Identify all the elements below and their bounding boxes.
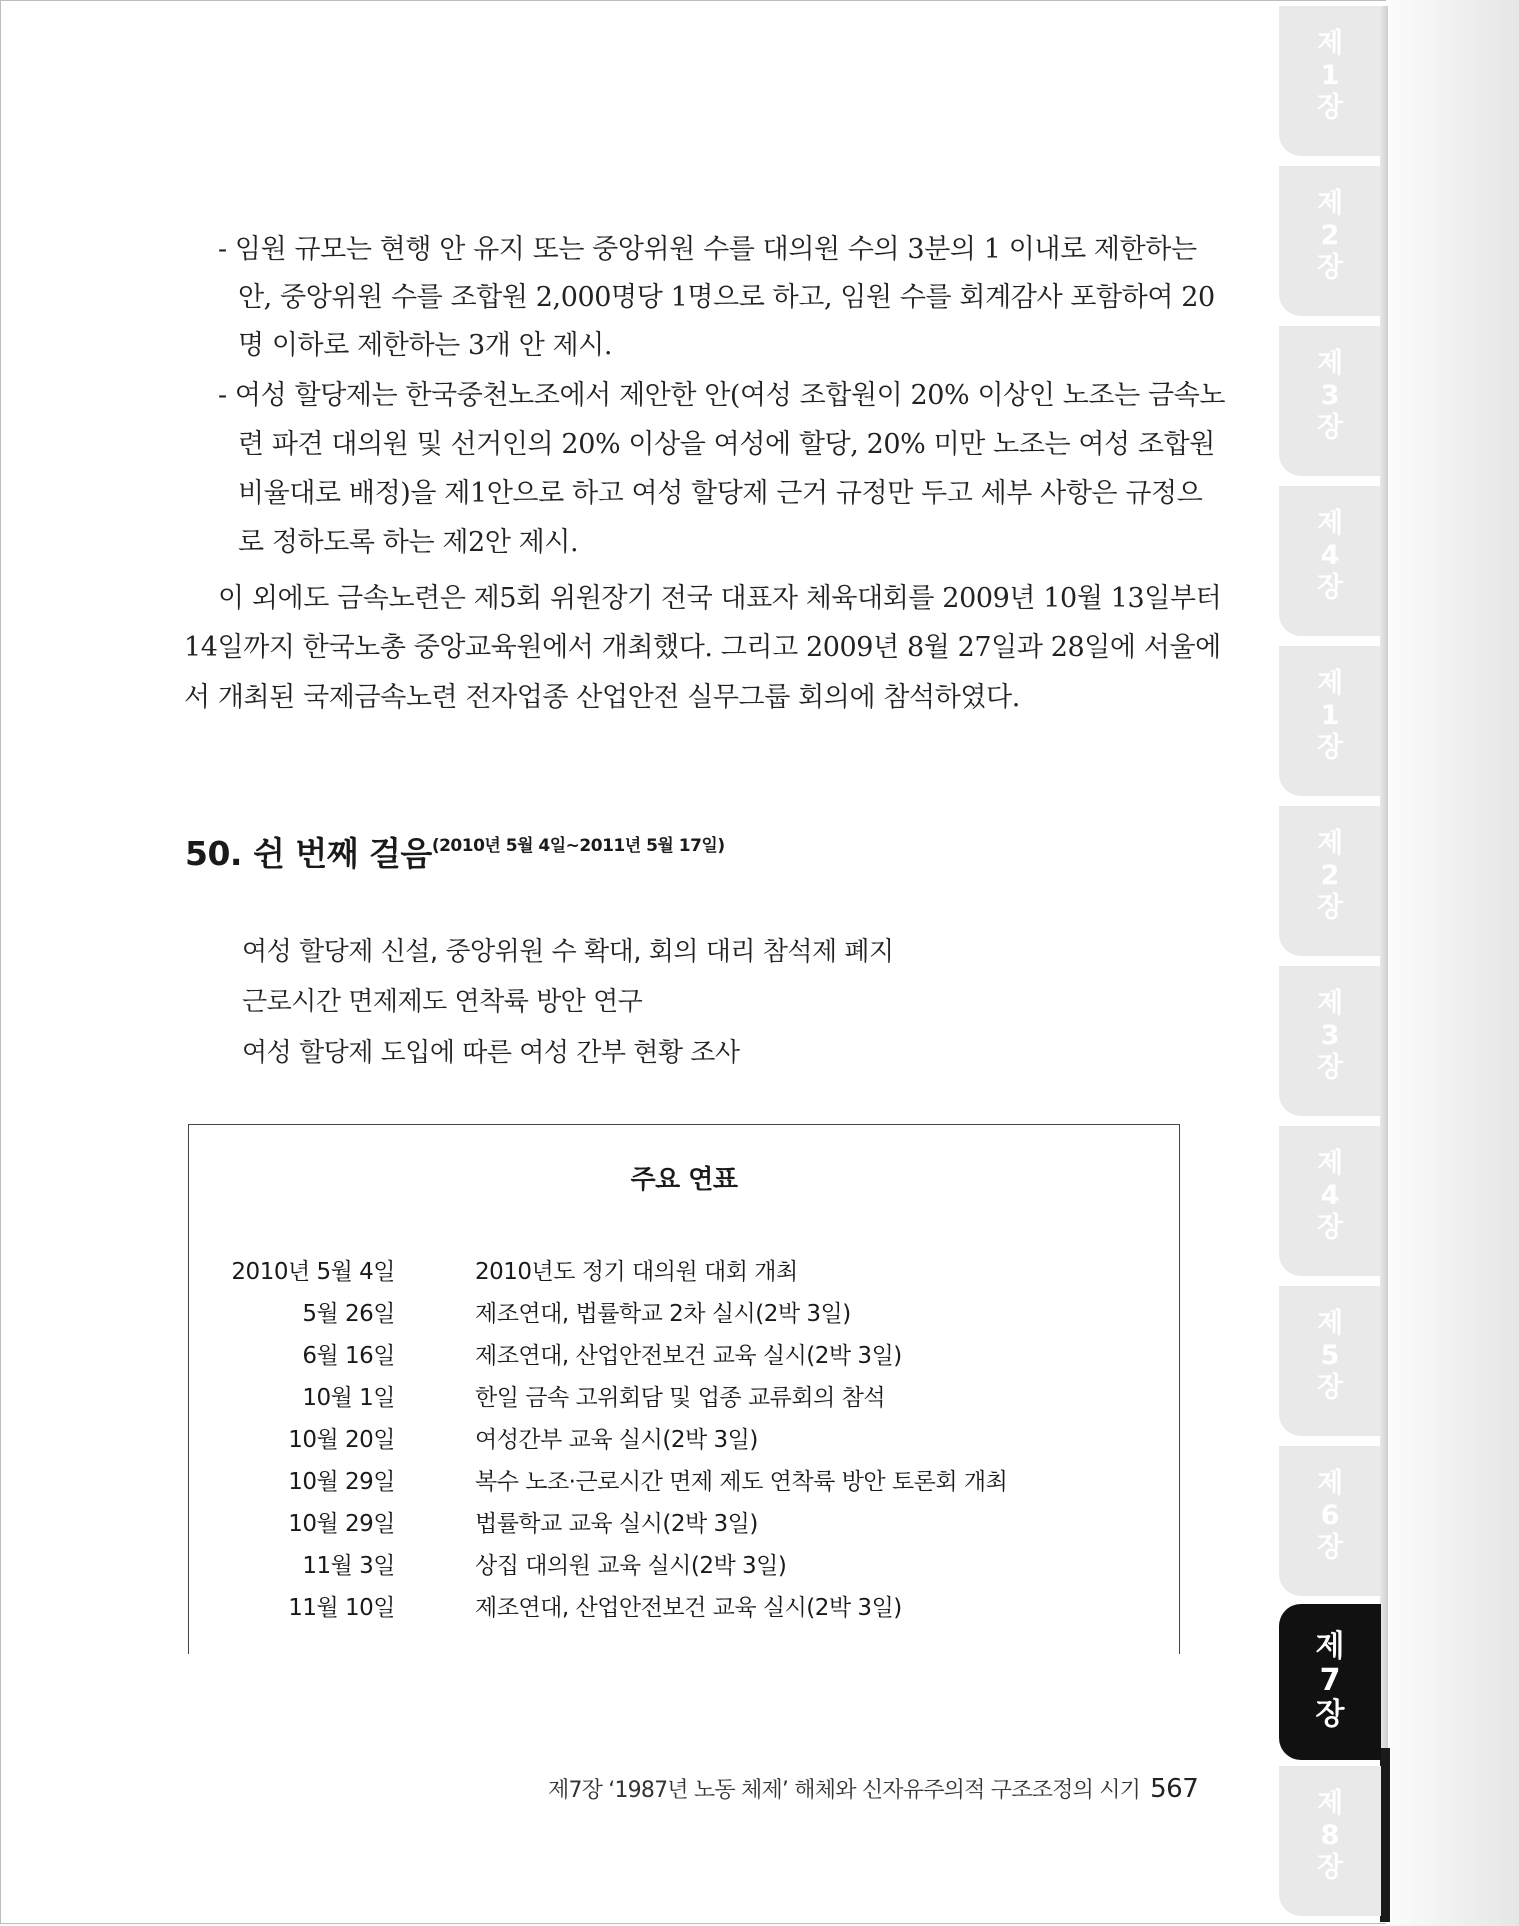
chronology-date: 11월 3일: [302, 1553, 395, 1579]
tab-char: 제: [1316, 988, 1344, 1019]
body-line: 로 정하도록 하는 제2안 제시.: [238, 527, 579, 558]
chronology-event: 제조연대, 산업안전보건 교육 실시(2박 3일): [475, 1595, 902, 1621]
chronology-date: 5월 26일: [302, 1301, 395, 1327]
page-number: 567: [1150, 1774, 1199, 1804]
body-line: 14일까지 한국노총 중앙교육원에서 개최했다. 그리고 2009년 8월 27일과 28일에 서울에: [184, 632, 1221, 663]
tab-char: 제: [1315, 1629, 1345, 1664]
tab-char: 제: [1316, 1148, 1344, 1179]
chronology-event: 법률학교 교육 실시(2박 3일): [475, 1511, 758, 1537]
body-line: - 임원 규모는 현행 안 유지 또는 중앙위원 수를 대의원 수의 3분의 1 이내로 제한하는: [218, 234, 1197, 265]
summary-line: 여성 할당제 도입에 따른 여성 간부 현황 조사: [242, 1038, 740, 1068]
tab-char: 장: [1316, 412, 1344, 443]
chapter-tab[interactable]: [1279, 166, 1381, 316]
body-line: 련 파견 대의원 및 선거인의 20% 이상을 여성에 할당, 20% 미만 노조는 여성 조합원: [238, 429, 1215, 460]
chronology-event: 여성간부 교육 실시(2박 3일): [475, 1427, 758, 1453]
body-line: 비율대로 배정)을 제1안으로 하고 여성 할당제 근거 규정만 두고 세부 사항은 규정으: [238, 478, 1203, 509]
tab-number: 4: [1320, 1180, 1340, 1211]
chronology-row: [189, 1337, 1179, 1377]
chronology-row: [189, 1253, 1179, 1293]
body-line: 안, 중앙위원 수를 조합원 2,000명당 1명으로 하고, 임원 수를 회계감사 포함하여 20: [238, 282, 1215, 313]
tab-char: 장: [1316, 1212, 1344, 1243]
tab-number: 8: [1320, 1820, 1340, 1851]
chapter-tab-active[interactable]: [1279, 1604, 1381, 1760]
chronology-row: [189, 1379, 1179, 1419]
tab-char: 장: [1316, 1052, 1344, 1083]
tab-char: 제: [1316, 1308, 1344, 1339]
body-line: - 여성 할당제는 한국중천노조에서 제안한 안(여성 조합원이 20% 이상인 노조는 금속노: [218, 380, 1225, 411]
chronology-date: 10월 29일: [288, 1511, 395, 1537]
section-title: 50. 쉰 번째 걸음: [185, 834, 432, 873]
summary-line: 근로시간 면제제도 연착륙 방안 연구: [242, 987, 643, 1017]
chronology-row: [189, 1421, 1179, 1461]
chapter-tab[interactable]: [1279, 486, 1381, 636]
tab-number: 2: [1320, 220, 1340, 251]
section-heading: [185, 828, 725, 875]
chronology-event: 상집 대의원 교육 실시(2박 3일): [475, 1553, 787, 1579]
tab-char: 제: [1316, 348, 1344, 379]
chapter-tab[interactable]: [1279, 326, 1381, 476]
body-line: 이 외에도 금속노련은 제5회 위원장기 전국 대표자 체육대회를 2009년 10월 13일부터: [218, 583, 1222, 614]
chronology-date: 10월 1일: [302, 1385, 395, 1411]
chronology-event: 제조연대, 법률학교 2차 실시(2박 3일): [475, 1301, 851, 1327]
tab-char: 장: [1315, 1697, 1345, 1732]
chronology-row: [189, 1295, 1179, 1335]
page-stack-edge-marker: [1380, 1748, 1390, 1922]
body-line: 명 이하로 제한하는 3개 안 제시.: [238, 330, 613, 361]
tab-char: 제: [1316, 28, 1344, 59]
tab-number: 2: [1320, 860, 1340, 891]
tab-char: 장: [1316, 892, 1344, 923]
tab-char: 제: [1316, 828, 1344, 859]
chronology-title: 주요 연표: [630, 1165, 738, 1195]
chapter-tab[interactable]: [1279, 966, 1381, 1116]
tab-number: 3: [1320, 1020, 1340, 1051]
chapter-tab[interactable]: [1279, 1446, 1381, 1596]
tab-number: 5: [1320, 1340, 1340, 1371]
tab-number: 7: [1319, 1663, 1341, 1698]
tab-char: 장: [1316, 1372, 1344, 1403]
chronology-event: 2010년도 정기 대의원 대회 개최: [475, 1259, 798, 1285]
section-date-range: (2010년 5월 4일~2011년 5월 17일): [431, 836, 725, 856]
body-line: 서 개최된 국제금속노련 전자업종 산업안전 실무그룹 회의에 참석하였다.: [184, 682, 1020, 713]
tab-number: 1: [1320, 700, 1340, 731]
chronology-event: 한일 금속 고위회담 및 업종 교류회의 참석: [475, 1385, 886, 1411]
chronology-date: 6월 16일: [302, 1343, 395, 1369]
running-title: 제7장 ‘1987년 노동 체제’ 해체와 신자유주의적 구조조정의 시기: [548, 1778, 1141, 1803]
tab-char: 장: [1316, 92, 1344, 123]
chronology-date: 2010년 5월 4일: [231, 1259, 395, 1285]
chapter-tab[interactable]: [1279, 6, 1381, 156]
tab-char: 장: [1316, 732, 1344, 763]
chapter-tab[interactable]: [1279, 1766, 1381, 1916]
tab-number: 3: [1320, 380, 1340, 411]
tab-char: 제: [1316, 668, 1344, 699]
tab-number: 1: [1320, 60, 1340, 91]
page-footer: [548, 1773, 1198, 1804]
chronology-row: [189, 1547, 1179, 1587]
chapter-tab[interactable]: [1279, 1286, 1381, 1436]
tab-number: 6: [1320, 1500, 1340, 1531]
tab-char: 장: [1316, 252, 1344, 283]
page-edge-shadow: [1386, 0, 1519, 1926]
chronology-row: [189, 1589, 1179, 1629]
chronology-row: [189, 1463, 1179, 1503]
chronology-event: 복수 노조·근로시간 면제 제도 연착륙 방안 토론회 개최: [475, 1469, 1008, 1495]
chronology-date: 10월 20일: [288, 1427, 395, 1453]
tab-char: 장: [1316, 1852, 1344, 1883]
chronology-event: 제조연대, 산업안전보건 교육 실시(2박 3일): [475, 1343, 902, 1369]
chapter-tab[interactable]: [1279, 806, 1381, 956]
tab-char: 제: [1316, 1468, 1344, 1499]
tab-char: 제: [1316, 188, 1344, 219]
tab-char: 제: [1316, 508, 1344, 539]
chronology-box: [188, 1124, 1180, 1654]
tab-char: 장: [1316, 1532, 1344, 1563]
chronology-date: 10월 29일: [288, 1469, 395, 1495]
summary-line: 여성 할당제 신설, 중앙위원 수 확대, 회의 대리 참석제 폐지: [242, 937, 894, 967]
chronology-date: 11월 10일: [288, 1595, 395, 1621]
chronology-row: [189, 1505, 1179, 1545]
tab-char: 장: [1316, 572, 1344, 603]
chapter-tab[interactable]: [1279, 646, 1381, 796]
chapter-tab[interactable]: [1279, 1126, 1381, 1276]
tab-char: 제: [1316, 1788, 1344, 1819]
page-stack-edge: [1380, 6, 1388, 1921]
tab-number: 4: [1320, 540, 1340, 571]
